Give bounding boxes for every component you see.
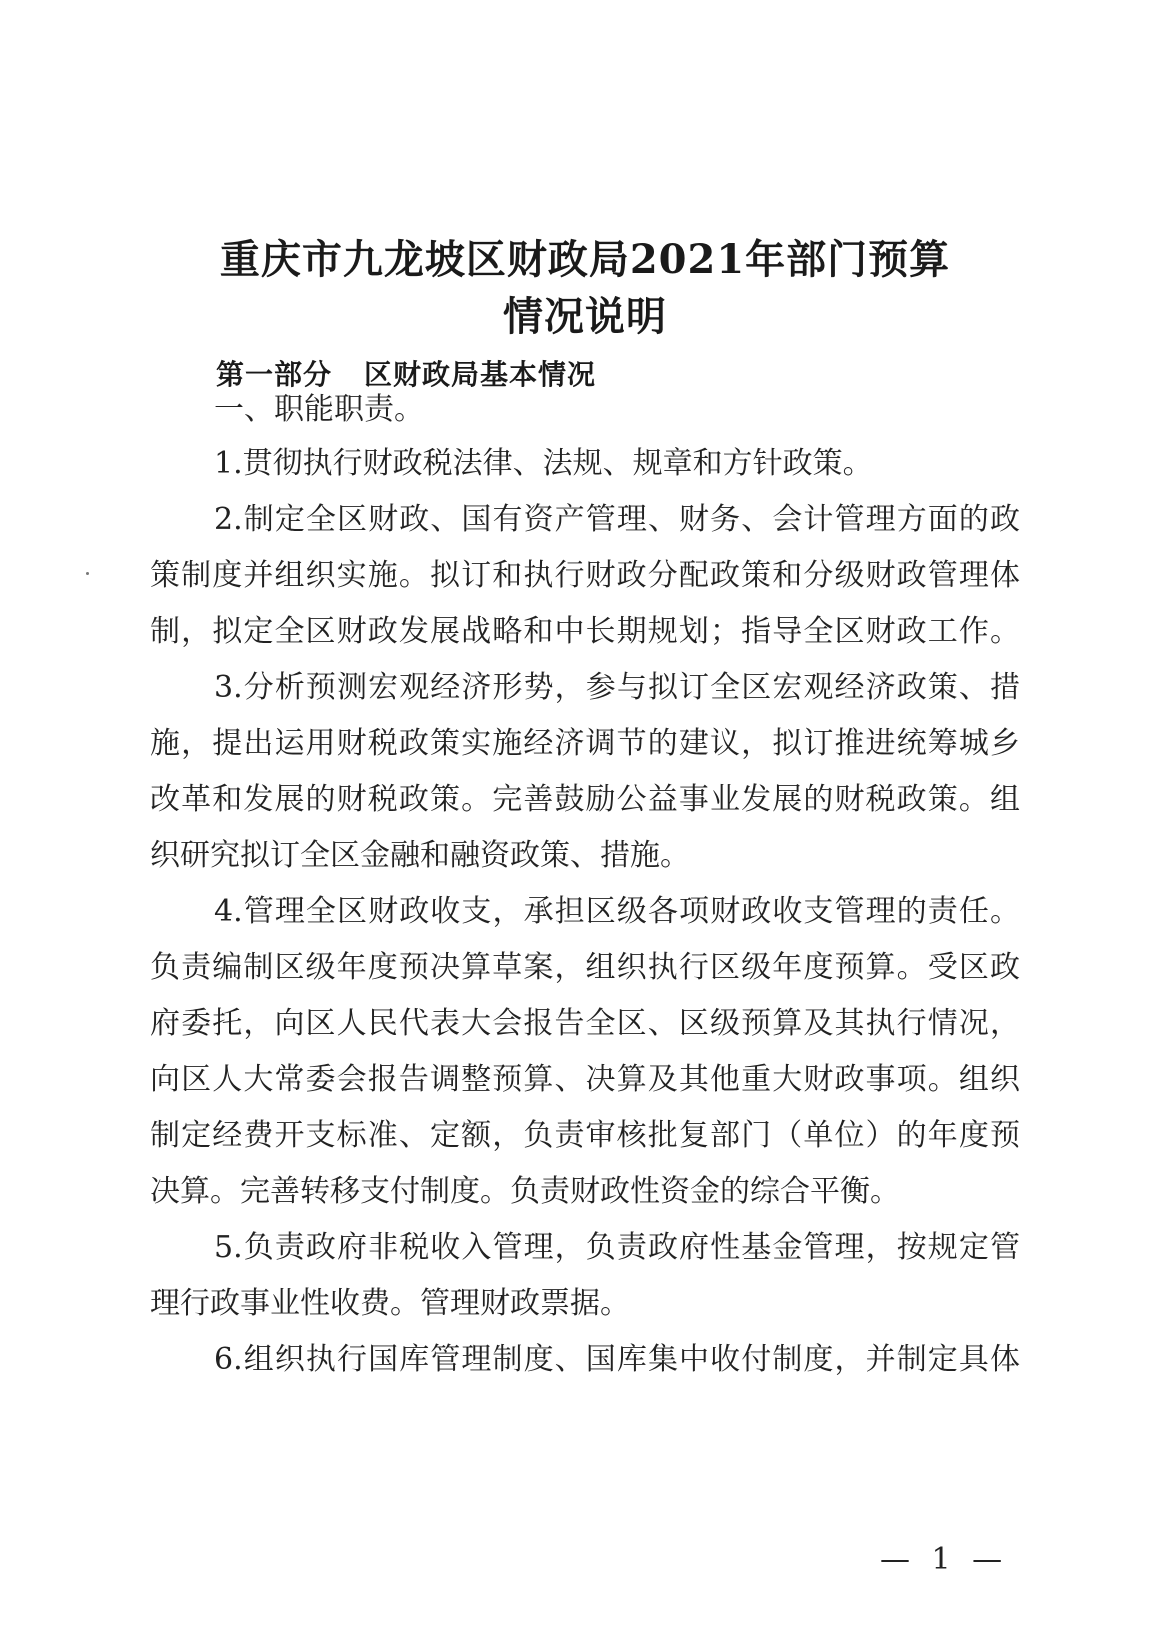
body-line-17: 6.组织执行国库管理制度、国库集中收付制度，并制定具体 xyxy=(214,1342,1020,1377)
document-title-line-2: 情况说明 xyxy=(503,293,667,340)
body-line-9: 4.管理全区财政收支，承担区级各项财政收支管理的责任。 xyxy=(214,894,1020,929)
body-line-11: 府委托，向区人民代表大会报告全区、区级预算及其执行情况， xyxy=(150,1006,1020,1041)
body-line-16: 理行政事业性收费。管理财政票据。 xyxy=(150,1286,630,1321)
body-line-7: 改革和发展的财税政策。完善鼓励公益事业发展的财税政策。组 xyxy=(150,782,1020,817)
body-line-3: 策制度并组织实施。拟订和执行财政分配政策和分级财政管理体 xyxy=(150,558,1020,593)
document-title-line-1: 重庆市九龙坡区财政局2021年部门预算 xyxy=(219,236,951,283)
body-line-2: 2.制定全区财政、国有资产管理、财务、会计管理方面的政 xyxy=(214,502,1020,537)
body-line-6: 施，提出运用财税政策实施经济调节的建议，拟订推进统筹城乡 xyxy=(150,726,1020,761)
body-line-4: 制，拟定全区财政发展战略和中长期规划；指导全区财政工作。 xyxy=(150,614,1020,649)
scan-speck xyxy=(86,572,89,575)
body-line-5: 3.分析预测宏观经济形势，参与拟订全区宏观经济政策、措 xyxy=(214,670,1020,705)
body-line-12: 向区人大常委会报告调整预算、决算及其他重大财政事项。组织 xyxy=(150,1062,1020,1097)
page-number: — 1 — xyxy=(880,1542,1009,1577)
body-line-13: 制定经费开支标准、定额，负责审核批复部门（单位）的年度预 xyxy=(150,1118,1020,1153)
body-line-8: 织研究拟订全区金融和融资政策、措施。 xyxy=(150,838,690,873)
section-heading-text: 区财政局基本情况 xyxy=(364,358,597,391)
section-heading xyxy=(216,353,596,393)
body-line-14: 决算。完善转移支付制度。负责财政性资金的综合平衡。 xyxy=(150,1174,900,1209)
section-heading-part: 第一部分 xyxy=(216,358,333,391)
body-line-1: 1.贯彻执行财政税法律、法规、规章和方针政策。 xyxy=(214,446,873,481)
body-line-15: 5.负责政府非税收入管理，负责政府性基金管理，按规定管 xyxy=(214,1230,1020,1265)
body-line-10: 负责编制区级年度预决算草案，组织执行区级年度预算。受区政 xyxy=(150,950,1020,985)
subheading-duties: 一、职能职责。 xyxy=(214,392,424,427)
